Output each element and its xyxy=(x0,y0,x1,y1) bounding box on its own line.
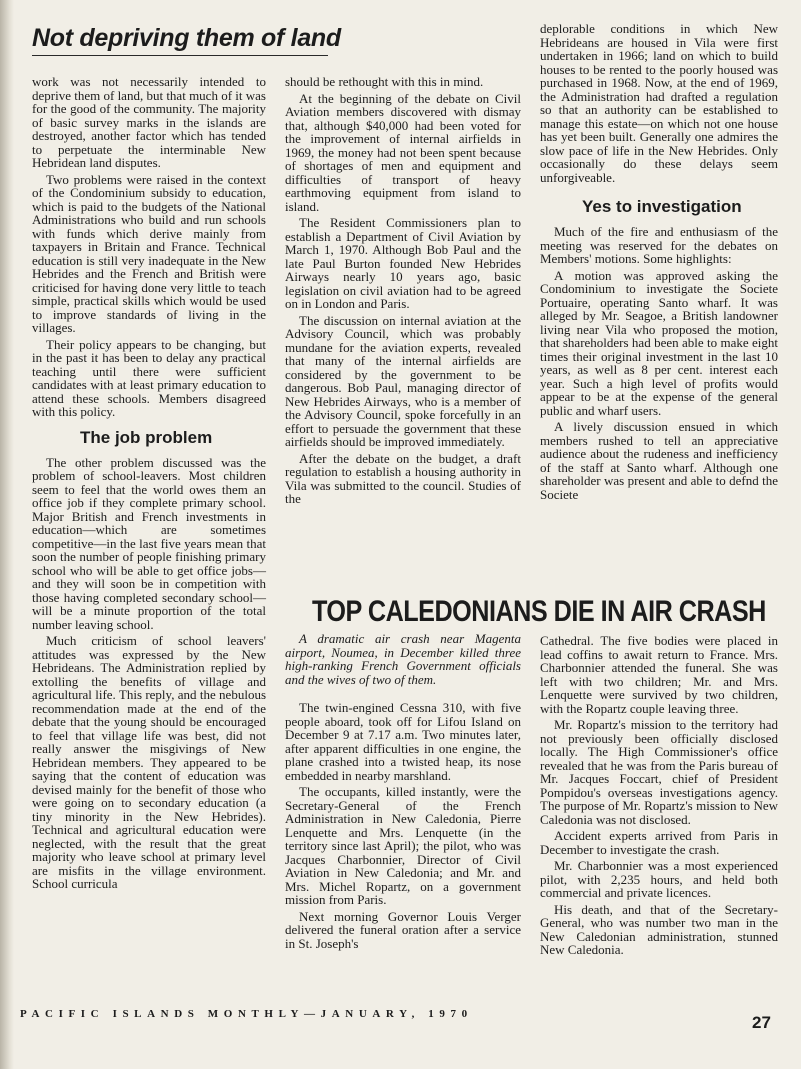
paragraph: should be rethought with this in mind. xyxy=(285,74,484,89)
paragraph: deplorable conditions in which New Hebrideans are housed in Vila were first undertaken in 1966; land on which to build houses to be rented to the poorly housed was purchased in 1968. Now, at the end of 1969, the Administration had drafted a regulation so that an authority can be established to manage this estate—on which not one house has yet been built. Generally one admires the slow pace of life in the New Hebrides. Only occasionally do these delays seem unforgiveable. xyxy=(540,21,778,185)
paragraph: Much criticism of school leavers' attitudes was expressed by the New Hebrideans. The Administration replied by extolling the benefits of village and agricultural life. This reply, and the nebulous recommendation made at the end of the debate that the young should be encouraged to feel that village life was best, did not really answer the misgivings of New Hebridean members. They appeared to be saying that the content of education was devised mainly for the benefit of those who were going on to secondary education (a tiny minority in the New Hebrides). Technical and agricultural education were neglected, with the result that the great majority who leave school at primary level are misfits in the village environment. School curricula xyxy=(32,633,266,891)
paragraph: Cathedral. The five bodies were placed in lead coffins to await return to France. Mrs. Charbonnier attended the funeral. She was left with two children; Mr. and Mrs. Lenquette were survived by two children, with the Ropartz couple leaving three. xyxy=(540,633,778,716)
paragraph: work was not necessarily intended to deprive them of land, but that much of it was for the good of the community. The majority of basic survey marks in the islands are destroyed, another factor which has tended to perpetuate the interminable New Hebridean land disputes. xyxy=(32,74,266,170)
paragraph: The other problem discussed was the problem of school-leavers. Most children seem to feel that the world owes them an office job if they complete primary school. Major British and French investments in education—which are sometimes competitive—in the last five years mean that soon the number of people finishing primary school who will be able to get office jobs—and they will soon be in competition with those having completed secondary school—will be a minute proportion of the total number leaving school. xyxy=(32,454,266,632)
column-4 xyxy=(285,632,521,953)
column-1 xyxy=(32,75,266,894)
paragraph: Next morning Governor Louis Verger delivered the funeral oration after a service in St. Joseph's xyxy=(285,908,521,951)
paragraph: The discussion on internal aviation at the Advisory Council, which was probably mundane for the aviation experts, revealed that many of the internal airfields are considered by the government to be dangerous. Bob Paul, managing director of New Hebrides Airways, who is a member of the Advisory Council, spoke forcefully in an effort to persuade the government that these airfields should be improved immediately. xyxy=(285,312,521,449)
column-2 xyxy=(285,75,521,509)
article-title: Not depriving them of land xyxy=(32,24,341,52)
paragraph: The Resident Commissioners plan to establish a Department of Civil Aviation by March 1, 1970. Although Bob Paul and the late Paul Burton founded New Hebrides Airways nearly 10 years ago, basic legislation on civil aviation had to be agreed on in London and Paris. xyxy=(285,215,521,311)
paragraph: His death, and that of the Secretary-General, who was number two man in the New Caledonian administration, stunned New Caledonia. xyxy=(540,901,778,957)
paragraph: A lively discussion ensued in which members rushed to tell an appreciative audience about the rudeness and inefficiency of the staff at Santo wharf. Although one shareholder was present and able to defnd the Societe xyxy=(540,419,778,502)
paragraph: Mr. Charbonnier was a most experienced pilot, with 2,235 hours, and held both commercial and private licences. xyxy=(540,858,778,900)
column-5 xyxy=(540,634,778,960)
article-headline: TOP CALEDONIANS DIE IN AIR CRASH xyxy=(312,595,766,628)
paragraph: At the beginning of the debate on Civil Aviation members discovered with dismay that, although $40,000 had been voted for the improvement of internal airfields in 1969, the money had not been spent because of shortages of men and equipment and difficulties of transport of heavy earthmoving equipment from island to island. xyxy=(285,90,521,214)
paragraph: The occupants, killed instantly, were the Secretary-General of the French Administration in New Caledonia, Pierre Lenquette and Mrs. Lenquette (in the territory since last April); the pilot, who was Jacques Charbonnier, Director of Civil Aviation in New Caledonia; and Mr. and Mrs. Michel Ropartz, on a government mission from Paris. xyxy=(285,784,521,907)
paragraph: The twin-engined Cessna 310, with five people aboard, took off for Lifou Island on December 9 at 7.17 a.m. Two minutes later, after apparent difficulties in one engine, the plane crashed into a twisted heap, its nose embedded in nearby marshland. xyxy=(285,700,521,783)
subheading-job-problem: The job problem xyxy=(80,427,213,447)
running-footer: PACIFIC ISLANDS MONTHLY—JANUARY, 1970 xyxy=(20,1008,473,1020)
page-number: 27 xyxy=(752,1013,771,1032)
paragraph: A motion was approved asking the Condominium to investigate the Societe Portuaire, operating Santo wharf. It was alleged by Mr. Seagoe, a British landowner living near Vila who proposed the motion, that shareholders had been able to make eight times their original investment in the last 10 years, as well as 8 per cent. interest each year. Such a high level of profits would appear to be at the expense of the general public and wharf users. xyxy=(540,267,778,418)
paragraph: Mr. Ropartz's mission to the territory had not previously been officially disclosed locally. The High Commissioner's office revealed that he was from the Paris bureau of Mr. Jacques Foccart, chief of President Pompidou's overseas investigations agency. The purpose of Mr. Ropartz's mission to New Caledonia was not disclosed. xyxy=(540,717,778,827)
title-underline xyxy=(32,55,328,56)
paragraph: Their policy appears to be changing, but in the past it has been to delay any practical teaching until there were sufficient candidates with at least primary education to attend these schools. Members disagreed with this policy. xyxy=(32,336,266,419)
paragraph: Accident experts arrived from Paris in December to investigate the crash. xyxy=(540,828,778,857)
column-3 xyxy=(540,22,778,504)
paragraph: After the debate on the budget, a draft regulation to establish a housing authority in Vila was submitted to the council. Studies of the xyxy=(285,450,521,506)
subheading-yes-to-investigation: Yes to investigation xyxy=(582,197,742,216)
article-intro: A dramatic air crash near Magenta airport, Noumea, in December killed three high-ranking French Government officials and the wives of two of them. xyxy=(285,631,521,687)
paragraph: Much of the fire and enthusiasm of the meeting was reserved for the debates on Members' motions. Some highlights: xyxy=(540,224,778,266)
paragraph: Two problems were raised in the context of the Condominium subsidy to education, which is paid to the budgets of the National Administrations who build and run schools with funds which derive mainly from taxpayers in Britain and France. Technical education is still very inadequate in the New Hebrides and the French and British were criticised for having done very little to teach simple, practical skills which would be used to improve standards of living in the villages. xyxy=(32,171,266,335)
